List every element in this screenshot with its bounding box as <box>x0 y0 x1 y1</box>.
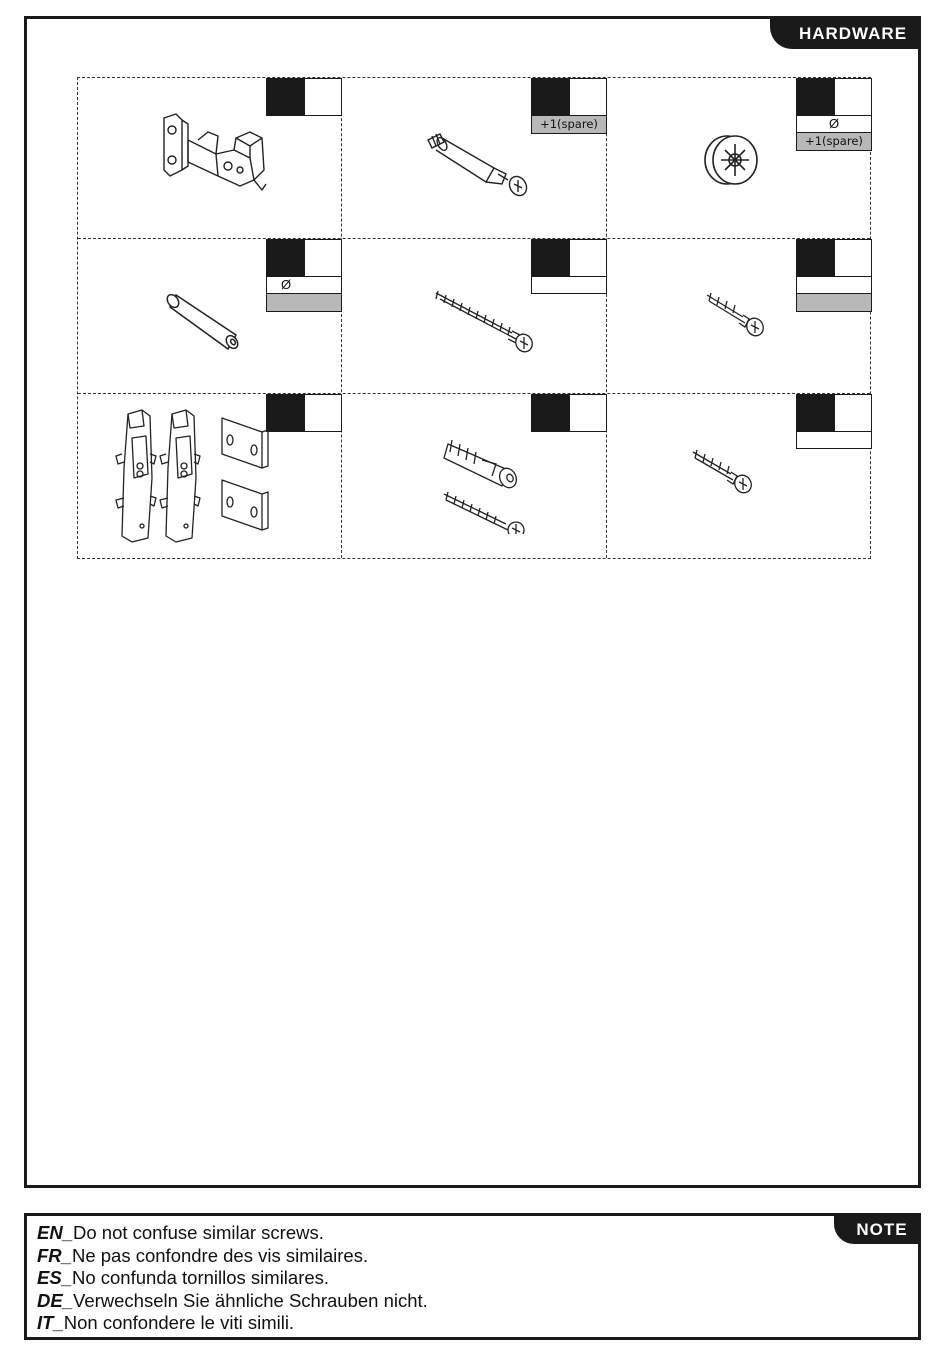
note-line-es <box>37 1267 428 1290</box>
cam-lock-icon <box>701 130 763 190</box>
note-lang: FR <box>37 1244 62 1266</box>
part-label <box>531 239 607 294</box>
note-lang: ES <box>37 1267 62 1288</box>
part-code <box>797 395 835 431</box>
hardware-item-small-screw <box>607 394 872 560</box>
hardware-tab: HARDWARE <box>770 19 918 49</box>
spare-note: +1(spare) <box>531 116 607 134</box>
note-lang: IT <box>37 1312 54 1333</box>
short-screw-icon <box>703 291 767 341</box>
note-separator: _ <box>61 1267 72 1288</box>
note-text: Ne pas confondre des vis similaires. <box>71 1244 369 1266</box>
hardware-item-wood-dowel <box>78 239 342 394</box>
part-quantity <box>835 395 871 431</box>
long-screw-icon <box>432 289 536 359</box>
part-note <box>531 277 607 294</box>
hardware-grid <box>77 77 871 559</box>
part-note <box>796 277 872 294</box>
part-note <box>796 432 872 449</box>
hinge-icon <box>158 110 278 210</box>
note-line-it <box>37 1312 428 1335</box>
part-code <box>532 79 570 115</box>
note-lang: DE <box>37 1289 63 1311</box>
note-panel <box>24 1213 921 1340</box>
hardware-item-hinge <box>78 78 342 239</box>
hardware-item-cam-lock <box>607 78 872 239</box>
note-line-en <box>37 1222 428 1245</box>
part-code <box>267 240 305 276</box>
part-code <box>532 395 570 431</box>
note-separator: _ <box>53 1312 64 1333</box>
note-separator: _ <box>62 1289 73 1311</box>
part-quantity <box>570 79 606 115</box>
part-quantity <box>570 395 606 431</box>
part-quantity <box>305 395 341 431</box>
part-label <box>266 394 342 432</box>
note-separator: _ <box>62 1222 73 1243</box>
part-label <box>266 239 342 312</box>
spare-note: +1(spare) <box>796 133 872 151</box>
part-label <box>796 78 872 151</box>
part-quantity <box>305 79 341 115</box>
hardware-item-wall-anchor-and-screw <box>342 394 607 560</box>
note-text: No confunda tornillos similares. <box>71 1267 330 1288</box>
note-tab: NOTE <box>834 1216 918 1244</box>
part-label <box>796 239 872 312</box>
hardware-item-short-screw <box>607 239 872 394</box>
wall-anchor-icon <box>438 434 534 534</box>
part-quantity <box>835 79 871 115</box>
note-text: Verwechseln Sie ähnliche Schrauben nicht. <box>73 1289 428 1311</box>
part-quantity <box>305 240 341 276</box>
spare-note <box>796 294 872 312</box>
note-lines <box>37 1222 428 1335</box>
hardware-item-hanging-bracket-set <box>78 394 342 560</box>
part-code <box>532 240 570 276</box>
note-lang: EN <box>37 1222 63 1243</box>
small-screw-icon <box>689 448 757 498</box>
part-code <box>797 240 835 276</box>
hanging-bracket-icon <box>112 408 272 546</box>
cam-bolt-icon <box>424 128 534 200</box>
note-separator: _ <box>61 1244 72 1266</box>
part-code <box>267 395 305 431</box>
note-text: Do not confuse similar screws. <box>73 1222 324 1243</box>
spare-note <box>266 294 342 312</box>
hardware-item-long-screw <box>342 239 607 394</box>
part-quantity <box>570 240 606 276</box>
diameter-symbol: Ø <box>266 277 342 294</box>
note-line-de <box>37 1290 428 1313</box>
hardware-item-cam-bolt <box>342 78 607 239</box>
part-quantity <box>835 240 871 276</box>
wood-dowel-icon <box>166 287 252 357</box>
part-label <box>796 394 872 449</box>
note-text: Non confondere le viti simili. <box>63 1312 295 1333</box>
diameter-symbol: Ø <box>796 116 872 133</box>
part-label <box>531 78 607 134</box>
part-label <box>531 394 607 432</box>
part-code <box>797 79 835 115</box>
note-line-fr <box>37 1245 428 1268</box>
